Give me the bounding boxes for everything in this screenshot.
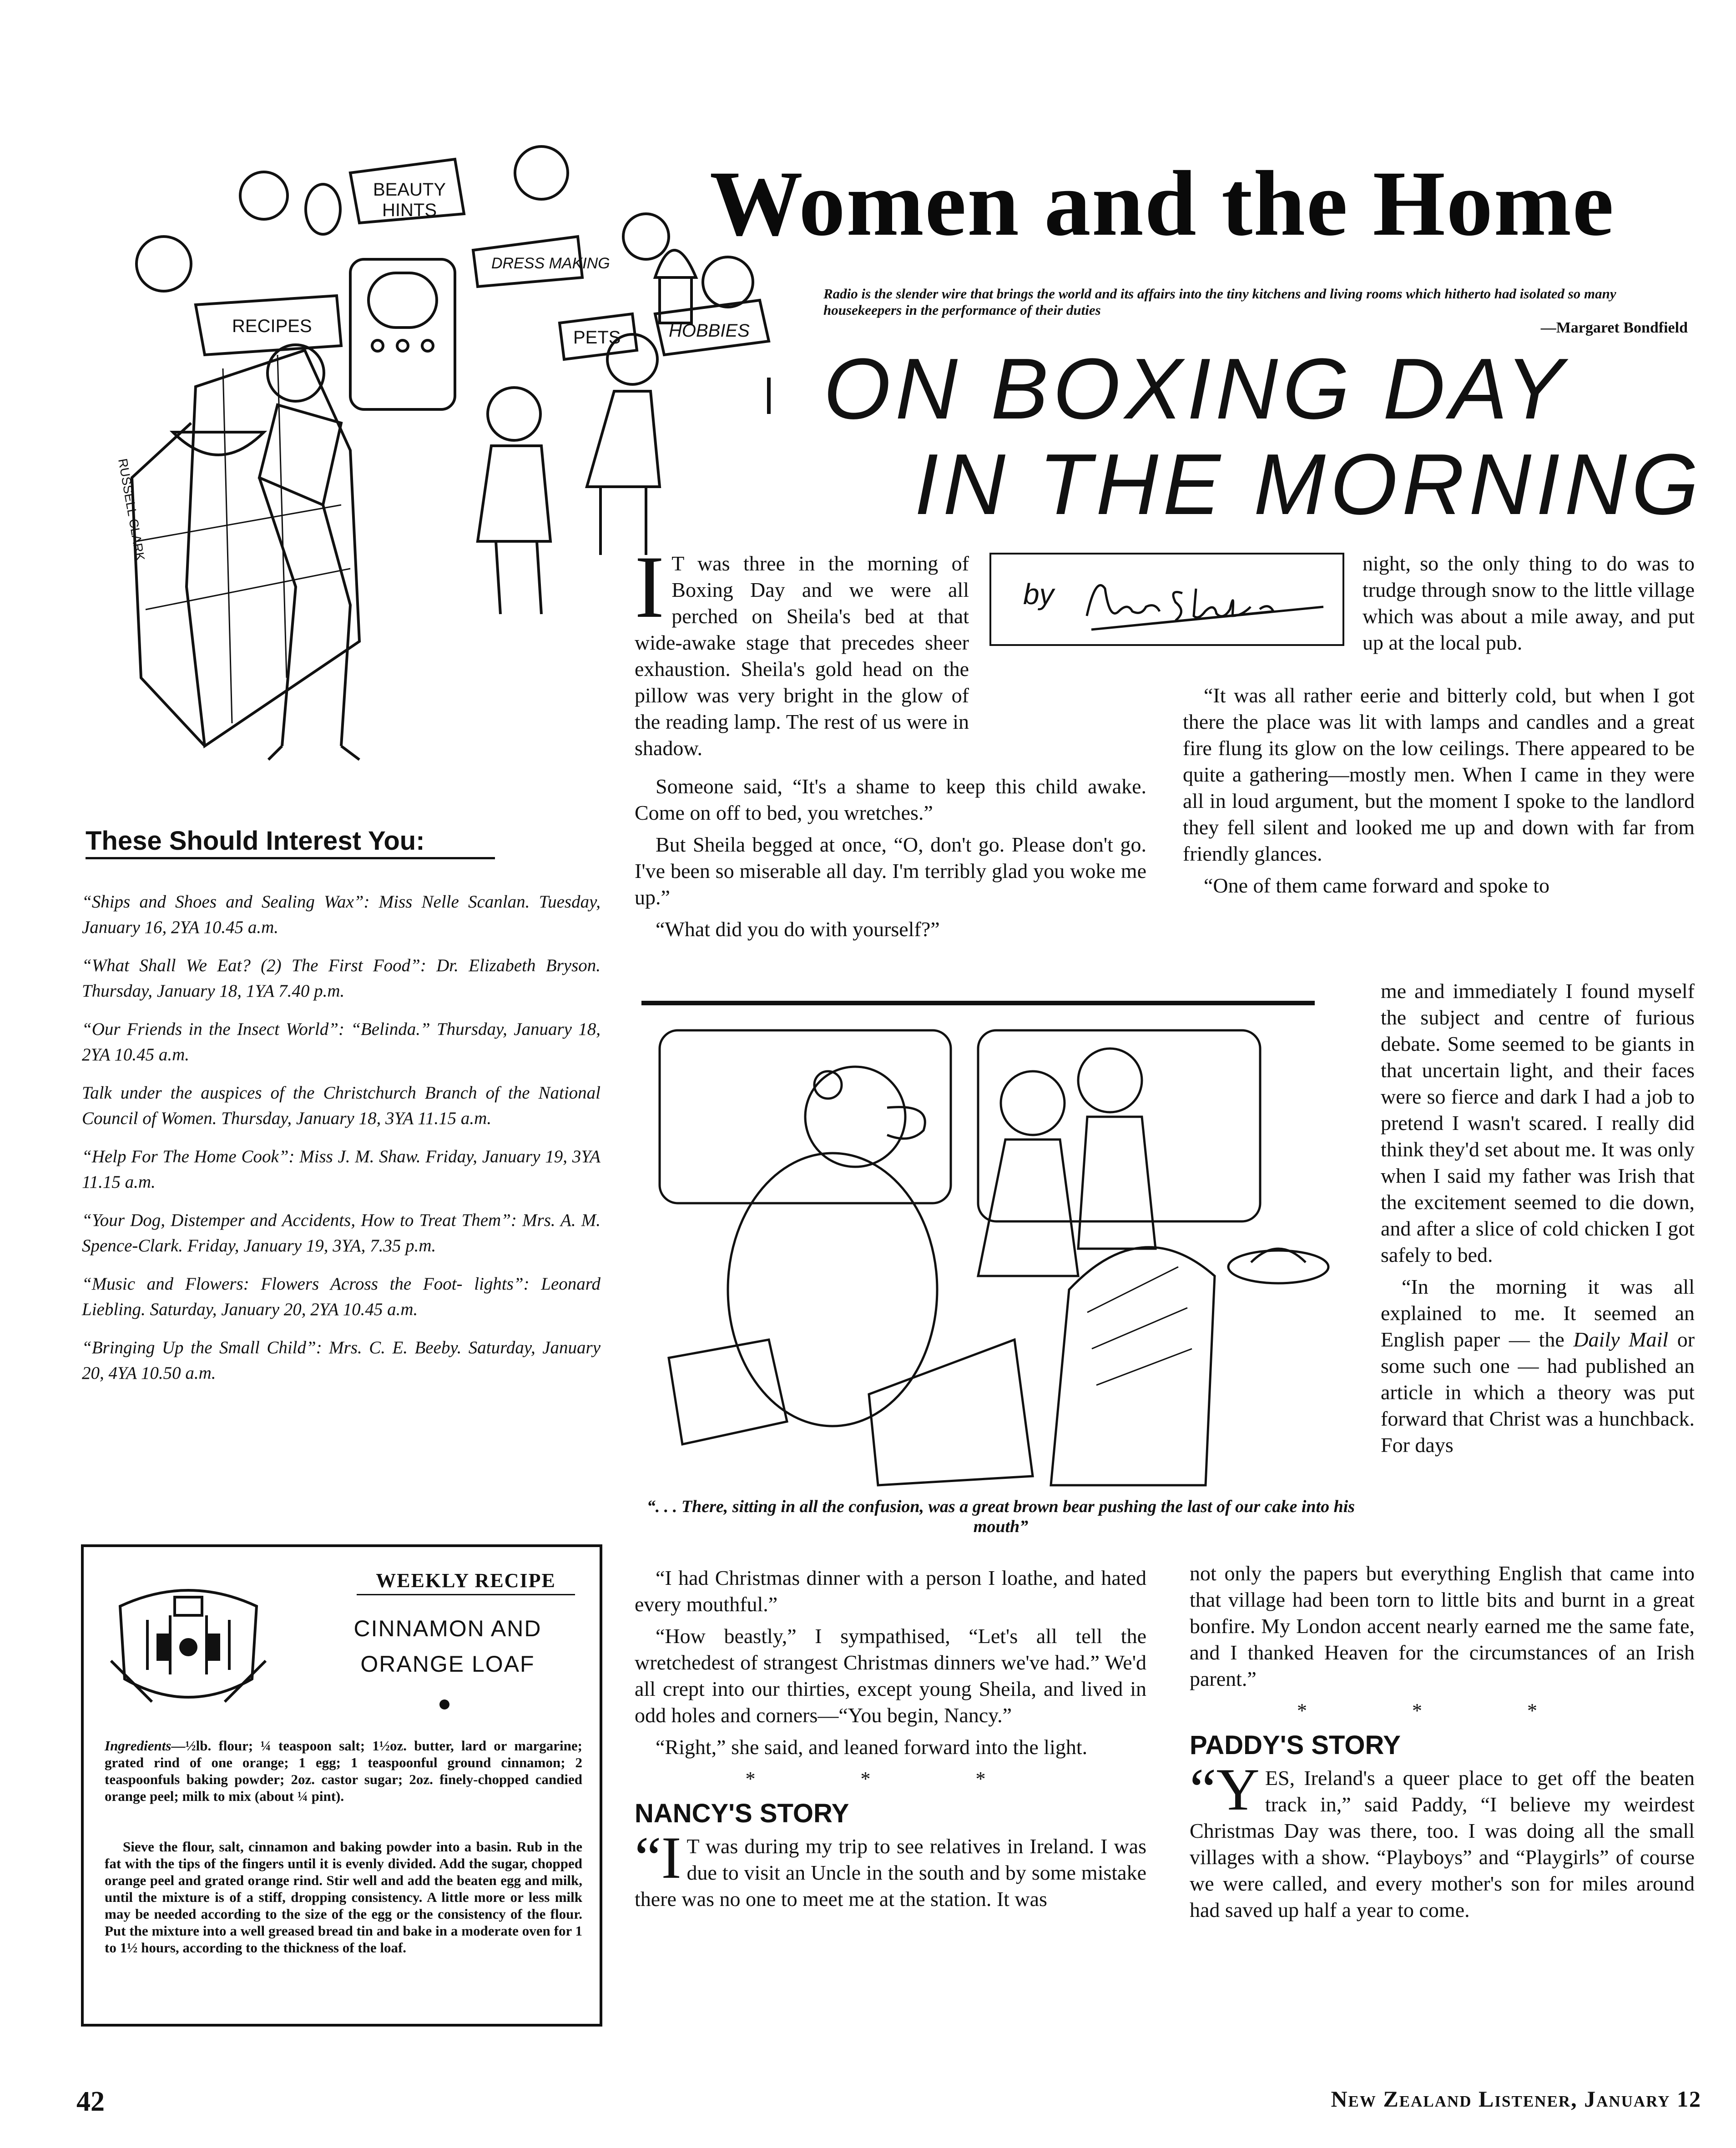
listing-item: “Music and Flowers: Flowers Across the Foot- lights”: Leonard Liebling. Saturday, January 20, 2YA 10.45 a.m. [82,1274,601,1319]
section-heading-nancy: NANCY'S STORY [635,1799,849,1828]
article-column-2-lower [1190,1560,1695,1929]
epigraph-quote: Radio is the slender wire that brings the world and its affairs into the tiny kitchens and living rooms which hitherto had isolated so many housekeepers in the performance of their duties [823,286,1616,318]
illustration-label-pets: PETS [573,328,621,348]
illustration-artist-signature: RUSSELL CLARK [116,457,148,562]
illustration-label-beauty: BEAUTY [373,180,446,200]
cartoon-illustration [641,994,1360,1494]
illustration-label-recipes: RECIPES [232,316,312,336]
listing-item: “What Shall We Eat? (2) The First Food”: Dr. Elizabeth Bryson. Thursday, January 18, 1YA 7.40 p.m. [82,956,601,1001]
illustration-label-dressmaking: DRESS MAKING [491,255,610,272]
paragraph: “One of them came forward and spoke to [1204,874,1549,897]
listing-item: “Bringing Up the Small Child”: Mrs. C. E. Beeby. Saturday, January 20, 4YA 10.50 a.m. [82,1338,601,1383]
listing-item: “Our Friends in the Insect World”: “Belinda.” Thursday, January 18, 2YA 10.45 a.m. [82,1019,601,1064]
recipe-title-line2: ORANGE LOAF [360,1651,535,1677]
article-column-2-wrap [1381,978,1695,1464]
weekly-recipe-box [81,1544,602,2027]
publication-footer: New Zealand Listener, January 12 [1331,2086,1701,2112]
paragraph: T was three in the morning of Boxing Day and we were all perched on Sheila's bed at that wide-awake stage that precedes sheer exhaustion. Sheila's gold head on the pillow was very bright in the glow of the reading lamp. The rest of us were in shadow. [635,552,969,760]
bullet-dot [439,1699,449,1709]
article-column-1-lower [635,1565,1146,1918]
paragraph: not only the papers but everything English that came into that village had been torn to little bits and burnt in a great bonfire. My London accent nearly earned me the same fate, and I thanked Heaven for the circumstances of an Irish parent.” [1190,1562,1695,1690]
paragraph: me and immediately I found myself the subject and centre of furious debate. Some seemed to be giants in that uncertain light, and their faces were so fierce and dark I had a job to pretend I wasn't scared. I really did think they'd set about me. It was only when I said my father was Irish that the excitement seemed to die down, and after a slice of cold chicken I got safely to bed. [1381,979,1695,1266]
epigraph-author: —Margaret Bondfield [1540,319,1688,336]
sidebar-heading: These Should Interest You: [86,826,495,859]
cartoon-caption: “. . . There, sitting in all the confusion, was a great brown bear pushing the last of our cake into his mouth” [646,1497,1355,1536]
byline-box [989,553,1344,646]
article-column-1 [635,773,1146,948]
section-divider-stars: * * * [745,1768,1036,1790]
listing-item: “Ships and Shoes and Sealing Wax”: Miss Nelle Scanlan. Tuesday, January 16, 2YA 10.45 a.m. [82,892,601,937]
drop-cap: “I [635,1824,681,1891]
radio-listings [82,889,601,1399]
paragraph: But Sheila begged at once, “O, don't go. Please don't go. I've been so miserable all day. I'm terribly glad you woke me up.” [635,833,1146,909]
article-column-1-top [635,538,969,767]
paragraph: “Right,” she said, and leaned forward into the light. [656,1735,1088,1759]
paragraph: “I had Christmas dinner with a person I loathe, and hated every mouthful.” [635,1566,1146,1616]
page-title: Women and the Home [710,152,1615,255]
byline-signature [1078,561,1332,639]
paragraph: “How beastly,” I sympathised, “Let's all tell the wretchedest of strangest Christmas dinners we've had.” We'd all crept into our thirties, except young Sheila, and lived in odd holes and corners—“You begin, Nancy.” [635,1624,1146,1727]
article-column-2-top [1363,550,1695,661]
paragraph: “It was all rather eerie and bitterly cold, but when I got there the place was lit with lamps and candles and a great fire flung its glow on the low ceilings. There appeared to be quite a gathering—mostly men. When I came in they were all in loud argument, but the moment I spoke to the landlord they fell silent and looked me up and down with far from friendly glances. [1183,684,1695,865]
drop-cap: I [635,538,665,636]
article-headline-line2: IN THE MORNING [914,436,1703,533]
listing-item: Talk under the auspices of the Christchurch Branch of the National Council of Women. Thursday, January 18, 3YA 11.15 a.m. [82,1083,601,1128]
recipe-tag: WEEKLY RECIPE [357,1569,575,1595]
recipe-method: Sieve the flour, salt, cinnamon and baking powder into a basin. Rub in the fat with the tips of the fingers until it is evenly divided. Add the sugar, chopped orange peel and grated orange rind. Stir well and add the beaten egg and milk, until the mixture is of a stiff, dropping consistency. A little more or less milk may be needed according to the size of the egg or the consistency of the flour. Put the mixture into a well greased bread tin and bake in a moderate oven for 1 to 1½ hours, according to the thickness of the loaf. [105,1839,582,1956]
paragraph: Someone said, “It's a shame to keep this child awake. Come on off to bed, you wretches.” [635,775,1146,824]
article-headline-line1: ON BOXING DAY [823,341,1568,437]
paragraph: T was during my trip to see relatives in Ireland. I was due to visit an Uncle in the south and by some mistake there was no one to meet me at the station. It was [635,1835,1146,1911]
paragraph: ES, Ireland's a queer place to get off the beaten track in,” said Paddy, “I believe my weirdest Christmas Day was there, too. I was doing all the small villages with a show. “Playboys” and “Playgirls” of course we were called, and every mother's son for miles around had saved up half a year to come. [1190,1766,1695,1921]
drop-cap: “Y [1190,1756,1260,1823]
paragraph: “In the morning it was all explained to me. It seemed an English paper — the Daily Mail or some such one — had published an article in which a theory was put forward that Christ was a hunchback. For days [1381,1275,1695,1457]
byline-by: by [1023,578,1054,610]
illustration-label-hobbies: HOBBIES [669,321,750,341]
page-number: 42 [76,2086,105,2117]
recipe-title-line1: CINNAMON AND [353,1616,542,1641]
section-heading-paddy: PADDY'S STORY [1190,1730,1401,1760]
paragraph: “What did you do with yourself?” [656,918,940,941]
article-column-2 [1183,682,1695,904]
kitchen-emblem-icon [102,1570,275,1720]
listing-item: “Your Dog, Distemper and Accidents, How to Treat Them”: Mrs. A. M. Spence-Clark. Friday, January 19, 3YA, 7.35 p.m. [82,1210,601,1256]
newspaper-name: Daily Mail [1573,1328,1669,1351]
recipe-ingredients: Ingredients—½lb. flour; ¼ teaspoon salt; 1½oz. butter, lard or margarine; grated rind of one orange; 1 egg; 1 teaspoonful ground cinnamon; 2 teaspoonfuls baking powder; 2oz. castor sugar; 2oz. finely-chopped candied orange peel; milk to mix (about ¼ pint). [105,1738,582,1804]
listing-item: “Help For The Home Cook”: Miss J. M. Shaw. Friday, January 19, 3YA 11.15 a.m. [82,1147,601,1192]
illustration-label-hints: HINTS [382,200,437,220]
paragraph: night, so the only thing to do was to trudge through snow to the little village which was about a mile away, and put up at the local pub. [1363,552,1695,654]
section-divider-stars: * * * [1297,1699,1587,1722]
